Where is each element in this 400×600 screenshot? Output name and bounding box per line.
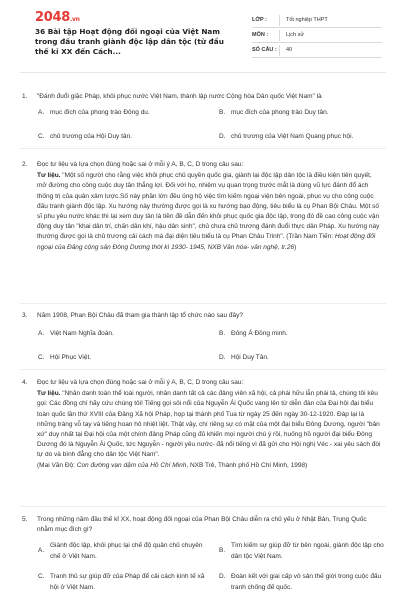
meta-divider	[279, 15, 280, 26]
question-3	[22, 311, 382, 371]
option-text: Tìm kiếm sự giúp đỡ từ bên ngoài, giành độc lập cho dân tộc Việt Nam.	[231, 542, 384, 560]
option-key: B.	[219, 547, 226, 555]
logo-suffix: .vn	[69, 16, 80, 23]
option-text: mục đích của phong trào Đông du.	[50, 109, 150, 117]
passage-credit-end: , NXB Trẻ, Thành phố Hồ Chí Minh, 1998)	[186, 461, 308, 469]
option-c[interactable]	[38, 572, 210, 592]
question-text: "Đánh đuổi giặc Pháp, khôi phục nước Việt Nam, thành lập nước Cộng hòa Dân quốc Việt Nam" là	[37, 93, 322, 100]
question-2	[22, 160, 382, 253]
question-divider	[20, 148, 386, 149]
option-b[interactable]	[219, 329, 391, 339]
passage-source: Hoạt động đối ngoại của Đảng cộng sản Đông Dương thời kì 1930- 1945, NXB Văn hóa- văn nghệ, tr.26	[37, 233, 376, 251]
passage-end: )	[294, 243, 297, 251]
options	[38, 329, 382, 371]
meta-table	[252, 13, 382, 58]
page-title: 36 Bài tập Hoạt động đối ngoại của Việt Nam trong đấu tranh giành độc lập dân tộc (từ đầu thế kỉ XX đến Cách...	[35, 27, 224, 56]
option-key: C.	[38, 354, 45, 362]
passage-source: Con đường vạn dặm của Hồ Chí Minh	[76, 461, 187, 469]
option-text: chủ trương của Hội Duy tân.	[50, 133, 132, 141]
meta-value: Lịch sử	[286, 32, 305, 38]
meta-row-count	[252, 43, 382, 58]
question-number: 3.	[22, 312, 28, 319]
option-key: B.	[219, 109, 226, 117]
passage-credit-start: (Mai Văn Độ:	[37, 461, 77, 469]
option-key: A.	[38, 109, 45, 117]
option-a[interactable]	[38, 108, 210, 118]
option-key: A.	[38, 330, 45, 338]
logo-text: 2048	[35, 10, 70, 25]
option-c[interactable]	[38, 353, 210, 363]
option-text: Giành độc lập, khôi phục lại chế độ quân chủ chuyên chế ở Việt Nam.	[50, 542, 203, 560]
option-key: C.	[38, 573, 45, 581]
question-4	[22, 378, 382, 471]
option-text: Đông Á Đồng minh.	[231, 330, 288, 338]
question-number: 1.	[22, 93, 28, 100]
question-divider	[20, 506, 386, 507]
passage-label: Tư liệu.	[37, 172, 61, 180]
meta-divider	[279, 45, 280, 56]
option-key: D.	[219, 573, 226, 581]
option-a[interactable]	[38, 541, 210, 561]
option-text: Hội Duy Tân.	[231, 354, 269, 362]
meta-row-subject	[252, 28, 382, 43]
question-text: Năm 1908, Phan Bội Châu đã tham gia thành lập tổ chức nào sau đây?	[37, 312, 243, 319]
options	[38, 541, 382, 600]
option-c[interactable]	[38, 132, 210, 142]
option-text: Hội Phục Việt.	[50, 354, 92, 362]
option-d[interactable]	[219, 353, 391, 363]
option-a[interactable]	[38, 329, 210, 339]
option-b[interactable]	[219, 541, 391, 561]
question-divider	[20, 369, 386, 370]
option-key: C.	[38, 133, 45, 141]
question-text: Trong những năm đầu thế kỉ XX, hoạt động đối ngoại của Phan Bội Châu diễn ra chủ yếu ở Nhật Bản, Trung Quốc nhằm mục đích gì?	[37, 516, 367, 534]
passage-text: "Một số người cho rằng việc khôi phục chủ quyền quốc gia, giành lại độc lập dân tộc là điều kiện tiên quyết, mở đường cho công cuộc duy tân thắng lợi. Đối với họ, nhiệm vụ quan trọng trước mắt là dùng vũ lực đánh đổ ách thống trị của quân xâm lược.Số này phần lớn đều ủng hộ việc tìm kiếm ngoại viện bên ngoài, phục vụ cho công cuộc đấu tranh giành độc lập. Xu hướng này thường được gọi là xu hướng bạo động, tiêu biểu là cụ Phan Bội Châu. Một số sĩ phu yêu nước khác thì lại xem duy tân là tiền đề dẫn đến khôi phục quốc gia độc lập, trong đó đề cao công cuộc vận động duy tân "khai dân trí, chấn dân khí, hậu dân sinh", chủ chưa chủ trương đánh đuổi thực dân Pháp. Xu hướng này thường được gọi là chủ trương cải cách mà đại diện tiêu biểu là cụ Phan Châu Trinh". (Trần Nam Tiến:	[37, 172, 380, 241]
option-d[interactable]	[219, 572, 391, 592]
option-d[interactable]	[219, 132, 391, 142]
meta-divider	[279, 30, 280, 41]
option-text: chủ trương của Việt Nam Quang phục hội.	[231, 133, 354, 141]
question-number: 5.	[22, 516, 28, 523]
question-number: 2.	[22, 161, 28, 168]
question-text: Đọc tư liệu và lựa chọn đúng hoặc sai ở mỗi ý A, B, C, D trong câu sau:	[37, 161, 244, 168]
question-5	[22, 515, 382, 600]
question-text: Đọc tư liệu và lựa chọn đúng hoặc sai ở mỗi ý A, B, C, D trong câu sau:	[37, 379, 244, 386]
question-divider	[20, 303, 386, 304]
site-logo[interactable]	[35, 10, 80, 25]
option-key: A.	[38, 547, 45, 555]
option-text: Đoàn kết với giai cấp vô sản thế giới trong cuộc đấu tranh chống đế quốc.	[231, 573, 382, 591]
option-key: D.	[219, 133, 226, 141]
option-b[interactable]	[219, 108, 391, 118]
page-header	[0, 0, 400, 62]
question-1	[22, 92, 382, 150]
header-divider	[20, 72, 386, 73]
option-text: mục đích của phong trào Duy tân.	[231, 109, 329, 117]
passage-text: "Nhân danh toàn thể loài người, nhân danh tất cả các đảng viên xã hội, cả phái hữu lẫn phái tả, chúng tôi kêu gọi: Các đồng chí hãy cứu chúng tôi! Tiếng gọi sôi nổi của Nguyễn Ái Quốc vang lên từ diễn đàn của Đại hội đại biểu toàn quốc lần thứ XVIII của Đảng Xã hội Pháp, họp tại thành phố Tua từ ngày 25 đến ngày 30-12-1920. Đáp lại là những tràng vỗ tay và tiếng hoan hô nhiệt liệt. Thật vậy, chí riêng sự có mặt của một đại biểu Đông Dương, người "bản xứ" duy nhất tại Đại hội của một chính đảng Pháp cũng đủ khiến mọi người chú ý rồi, huống hồ người đại biểu Đông Dương đó là Nguyễn Ái Quốc, tức Nguyễn - người yêu nước- đã nổi tiếng vì đã gửi cho Hội nghị Véc - xai yêu sách đòi tự do và bình đẳng cho dân tộc Việt Nam".	[37, 390, 381, 459]
options	[38, 108, 382, 150]
source-passage	[37, 389, 382, 471]
meta-key: LỚP :	[252, 17, 267, 23]
option-key: B.	[219, 330, 226, 338]
option-key: D.	[219, 354, 226, 362]
meta-key: MÔN :	[252, 32, 269, 38]
question-number: 4.	[22, 379, 28, 386]
passage-label: Tư liệu.	[37, 390, 61, 398]
option-text: Tranh thủ sự giúp đỡ của Pháp để cải cách kinh tế xã hội ở Việt Nam.	[50, 573, 205, 591]
option-text: Việt Nam Nghĩa đoàn.	[50, 330, 114, 338]
meta-row-class	[252, 13, 382, 28]
meta-key: SỐ CÂU :	[252, 47, 277, 53]
meta-value: 40	[286, 47, 293, 53]
source-passage	[37, 171, 382, 253]
meta-value: Tốt nghiệp THPT	[286, 17, 328, 23]
